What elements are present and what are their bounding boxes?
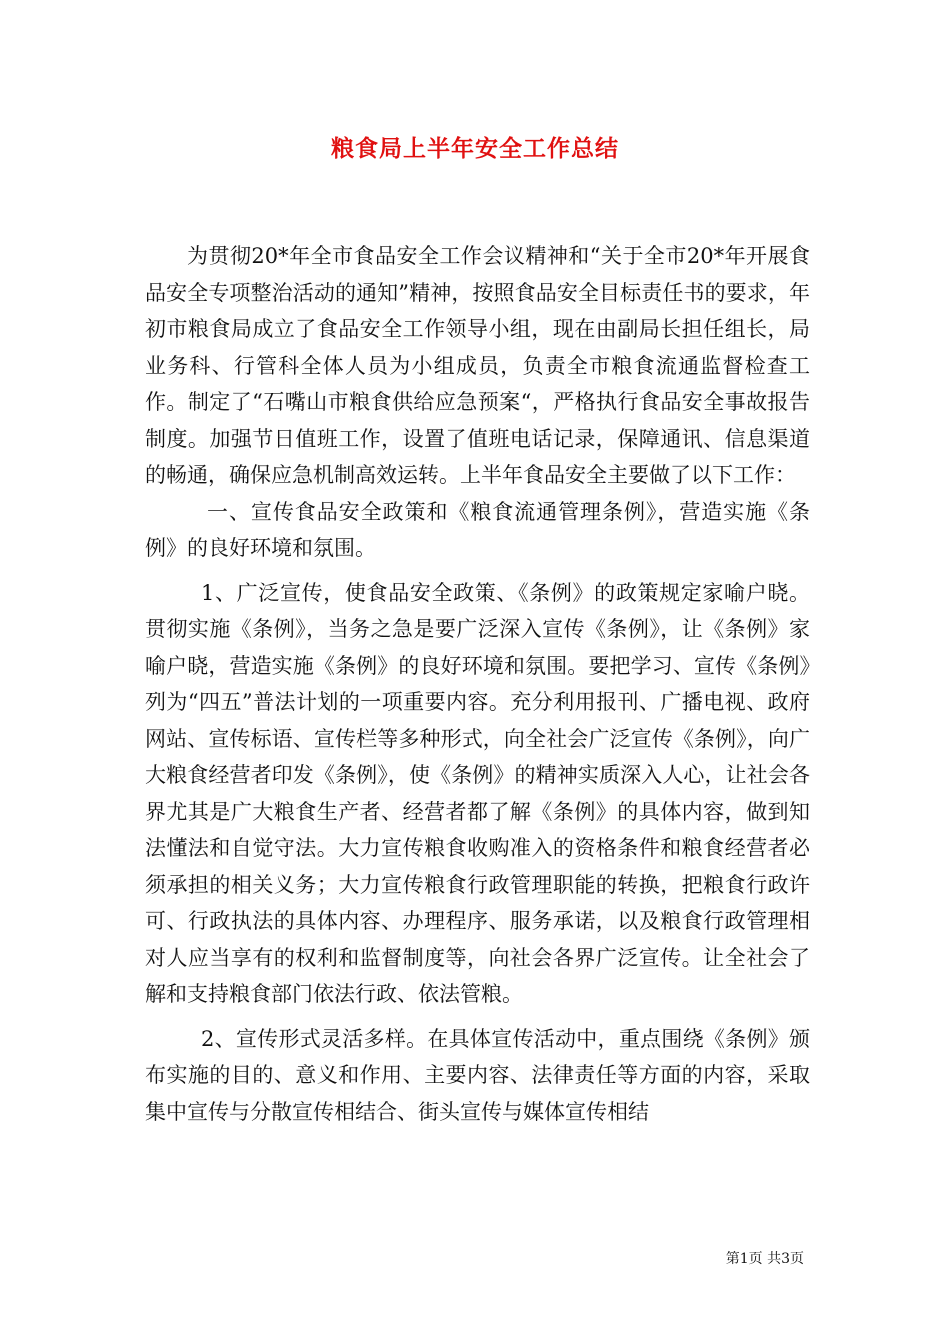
item-2-paragraph: 2、宣传形式灵活多样。在具体宣传活动中，重点围绕《条例》颁布实施的目的、意义和作用、主要内容、法律责任等方面的内容，采取集中宣传与分散宣传相结合、街头宣传与媒体宣传相结 (145, 1026, 810, 1124)
item-1-paragraph: 1、广泛宣传，使食品安全政策、《条例》的政策规定家喻户晓。贯彻实施《条例》，当务之急是要广泛深入宣传《条例》，让《条例》家喻户晓，营造实施《条例》的良好环境和氛围。要把学习、宣传《条例》列为“四五”普法计划的一项重要内容。充分利用报刊、广播电视、政府网站、宣传标语、宣传栏等多种形式，向全社会广泛宣传《条例》，向广大粮食经营者印发《条例》，使《条例》的精神实质深入人心，让社会各界尤其是广大粮食生产者、经营者都了解《条例》的具体内容，做到知法懂法和自觉守法。大力宣传粮食收购准入的资格条件和粮食经营者必须承担的相关义务；大力宣传粮食行政管理职能的转换，把粮食行政许可、行政执法的具体内容、办理程序、服务承诺，以及粮食行政管理相对人应当享有的权利和监督制度等，向社会各界广泛宣传。让全社会了解和支持粮食部门依法行政、依法管粮。 (145, 580, 810, 1006)
section-heading-paragraph: 一、宣传食品安全政策和《粮食流通管理条例》，营造实施《条例》的良好环境和氛围。 (145, 499, 810, 560)
page-number: 第1页 共3页 (725, 1251, 804, 1267)
document-title: 粮食局上半年安全工作总结 (331, 135, 619, 162)
intro-paragraph: 为贯彻20*年全市食品安全工作会议精神和“关于全市20*年开展食品安全专项整治活动的通知”精神，按照食品安全目标责任书的要求，年初市粮食局成立了食品安全工作领导小组，现在由副局长担任组长，局业务科、行管科全体人员为小组成员，负责全市粮食流通监督检查工作。制定了“石嘴山市粮食供给应急预案“，严格执行食品安全事故报告制度。加强节日值班工作，设置了值班电话记录，保障通讯、信息渠道的畅通，确保应急机制高效运转。上半年食品安全主要做了以下工作： (145, 244, 810, 487)
document-body (145, 238, 810, 1130)
